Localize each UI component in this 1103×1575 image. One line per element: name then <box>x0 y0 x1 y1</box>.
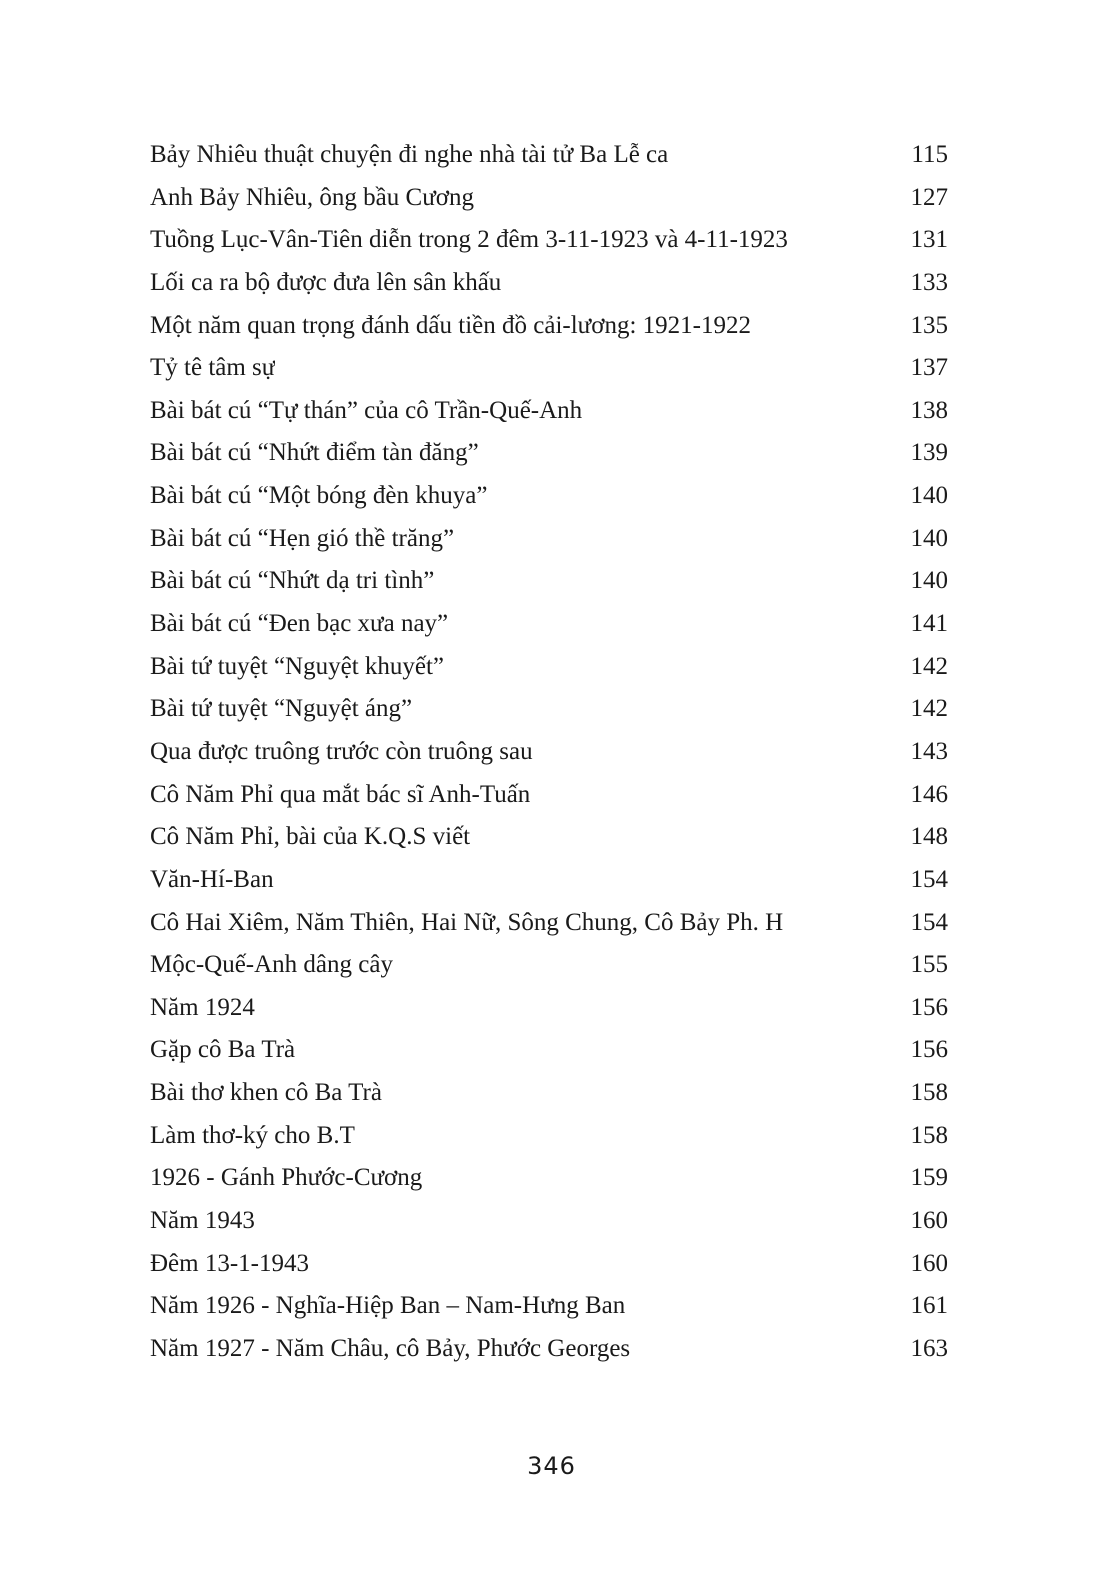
dot-leader <box>584 417 908 418</box>
dot-leader <box>785 929 908 930</box>
dot-leader <box>472 843 908 844</box>
toc-entry-title: Gặp cô Ba Trà <box>150 1036 296 1064</box>
toc-entry-title: Bảy Nhiêu thuật chuyện đi nghe nhà tài tử Ba Lễ ca <box>150 141 669 168</box>
toc-entry-page: 137 <box>910 354 948 382</box>
toc-entry-title: Bài bát cú “Nhứt điểm tàn đăng” <box>150 439 479 467</box>
toc-entry-page: 115 <box>911 141 948 168</box>
dot-leader <box>297 1056 908 1057</box>
toc-entry-title: 1926 - Gánh Phước-Cương <box>150 1164 423 1192</box>
toc-entry-page: 160 <box>910 1249 948 1277</box>
toc-entry-page: 161 <box>910 1292 948 1320</box>
toc-entry-page: 156 <box>910 1036 948 1064</box>
toc-entry-page: 154 <box>910 908 948 936</box>
toc-entry-page: 138 <box>910 396 948 424</box>
toc-entry-page: 156 <box>910 993 948 1021</box>
dot-leader <box>456 545 908 546</box>
toc-entry-page: 146 <box>910 780 948 808</box>
toc-entry-page: 154 <box>910 865 948 893</box>
toc-entry <box>150 987 948 1030</box>
dot-leader <box>311 1270 909 1271</box>
toc-entry-title: Bài thơ khen cô Ba Trà <box>150 1079 382 1107</box>
toc-entry <box>150 1285 948 1328</box>
toc-entry-page: 140 <box>910 567 948 595</box>
toc-entry-title: Mộc-Quế-Anh dâng cây <box>150 951 393 979</box>
toc-entry-title: Bài bát cú “Nhứt dạ tri tình” <box>150 567 435 595</box>
toc-entry-page: 148 <box>910 823 948 851</box>
dot-leader <box>414 715 908 716</box>
toc-entry-title: Bài bát cú “Một bóng đèn khuya” <box>150 482 488 510</box>
dot-leader <box>257 1227 909 1228</box>
toc-entry-page: 142 <box>910 695 948 723</box>
toc-entry <box>150 646 948 689</box>
dot-leader <box>257 1014 909 1015</box>
dot-leader <box>424 1184 908 1185</box>
dot-leader <box>277 374 908 375</box>
dot-leader <box>446 673 908 674</box>
page-number: 346 <box>527 1452 576 1480</box>
toc-entry-title: Làm thơ-ký cho B.T <box>150 1121 355 1149</box>
toc-entry <box>150 1115 948 1158</box>
toc-entry-page: 131 <box>910 226 948 254</box>
toc-entry <box>150 177 948 220</box>
toc-entry <box>150 859 948 902</box>
toc-entry-page: 163 <box>910 1334 948 1362</box>
toc-entry-page: 139 <box>910 439 948 467</box>
toc-entry-title: Tuồng Lục-Vân-Tiên diễn trong 2 đêm 3-11-1923 và 4-11-1923 <box>150 226 788 254</box>
toc-entry-title: Một năm quan trọng đánh dấu tiền đồ cải-lương: 1921-1922 <box>150 311 751 339</box>
toc-entry <box>150 1072 948 1115</box>
toc-entry-title: Cô Hai Xiêm, Năm Thiên, Hai Nữ, Sông Chung, Cô Bảy Ph. H <box>150 908 784 936</box>
dot-leader <box>436 587 908 588</box>
toc-entry-page: 158 <box>910 1121 948 1149</box>
toc-entry-title: Văn-Hí-Ban <box>150 865 274 893</box>
toc-entry <box>150 902 948 945</box>
toc-entry <box>150 518 948 561</box>
toc-entry-title: Anh Bảy Nhiêu, ông bầu Cương <box>150 183 474 211</box>
toc-entry <box>150 816 948 859</box>
toc-entry <box>150 1029 948 1072</box>
toc-entry <box>150 774 948 817</box>
toc-entry <box>150 475 948 518</box>
toc-entry-title: Bài bát cú “Tự thán” của cô Trần-Quế-Anh <box>150 396 583 424</box>
toc-entry <box>150 1243 948 1286</box>
toc-entry <box>150 305 948 348</box>
toc-entry-page: 158 <box>910 1079 948 1107</box>
toc-entry-title: Bài bát cú “Đen bạc xưa nay” <box>150 610 449 638</box>
toc-entry-page: 160 <box>910 1207 948 1235</box>
toc-entry <box>150 262 948 305</box>
toc-entry-page: 159 <box>910 1164 948 1192</box>
toc-entry <box>150 1200 948 1243</box>
toc-entry-title: Năm 1927 - Năm Châu, cô Bảy, Phước Georges <box>150 1334 631 1362</box>
toc-entry <box>150 688 948 731</box>
dot-leader <box>450 630 908 631</box>
toc-entry-page: 140 <box>910 524 948 552</box>
toc-entry-title: Lối ca ra bộ được đưa lên sân khấu <box>150 268 502 296</box>
toc-entry-page: 142 <box>910 652 948 680</box>
dot-leader <box>357 1142 909 1143</box>
toc-entry-title: Tỷ tê tâm sự <box>150 354 276 382</box>
toc-entry-title: Năm 1943 <box>150 1207 255 1235</box>
toc-entry <box>150 1328 948 1371</box>
toc-entry-page: 155 <box>910 951 948 979</box>
toc-entry <box>150 603 948 646</box>
dot-leader <box>384 1099 909 1100</box>
dot-leader <box>632 1355 908 1356</box>
toc-entry-title: Đêm 13-1-1943 <box>150 1249 309 1277</box>
dot-leader <box>790 246 909 247</box>
toc-entry <box>150 134 948 177</box>
toc-entry-page: 127 <box>910 183 948 211</box>
toc-entry <box>150 944 948 987</box>
toc-entry-title: Năm 1926 - Nghĩa-Hiệp Ban – Nam-Hưng Ban <box>150 1292 626 1320</box>
dot-leader <box>476 204 909 205</box>
toc-entry-title: Cô Năm Phỉ qua mắt bác sĩ Anh-Tuấn <box>150 780 531 808</box>
table-of-contents <box>150 134 948 1371</box>
dot-leader <box>276 886 909 887</box>
toc-entry <box>150 347 948 390</box>
dot-leader <box>532 801 908 802</box>
dot-leader <box>395 971 909 972</box>
dot-leader <box>627 1312 908 1313</box>
toc-entry <box>150 219 948 262</box>
dot-leader <box>503 289 908 290</box>
dot-leader <box>670 161 909 162</box>
dot-leader <box>535 758 909 759</box>
toc-entry-page: 140 <box>910 482 948 510</box>
toc-entry-page: 135 <box>910 311 948 339</box>
toc-entry <box>150 560 948 603</box>
toc-entry-title: Bài bát cú “Hẹn gió thề trăng” <box>150 524 455 552</box>
toc-entry-title: Năm 1924 <box>150 993 255 1021</box>
toc-entry <box>150 432 948 475</box>
toc-entry <box>150 390 948 433</box>
dot-leader <box>481 459 909 460</box>
toc-entry-title: Bài tứ tuyệt “Nguyệt áng” <box>150 695 413 723</box>
toc-entry-page: 141 <box>910 610 948 638</box>
toc-entry-page: 133 <box>910 268 948 296</box>
toc-entry <box>150 1157 948 1200</box>
toc-entry <box>150 731 948 774</box>
toc-entry-title: Cô Năm Phỉ, bài của K.Q.S viết <box>150 823 471 851</box>
toc-entry-page: 143 <box>910 737 948 765</box>
dot-leader <box>489 502 908 503</box>
toc-entry-title: Bài tứ tuyệt “Nguyệt khuyết” <box>150 652 445 680</box>
dot-leader <box>753 332 909 333</box>
toc-entry-title: Qua được truông trước còn truông sau <box>150 737 533 765</box>
